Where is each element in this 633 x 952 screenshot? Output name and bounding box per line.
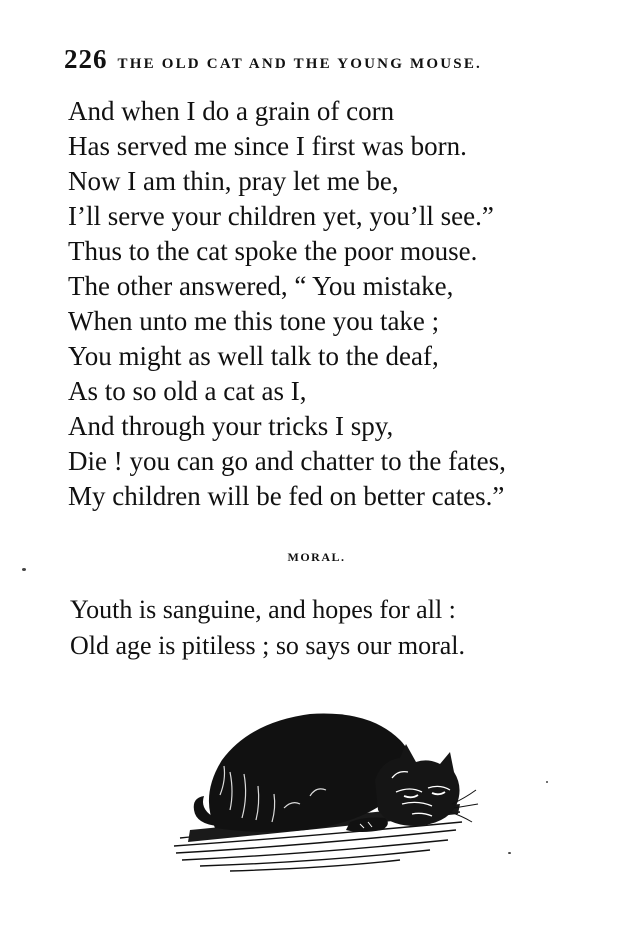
- running-head: [64, 44, 482, 75]
- poem-line: As to so old a cat as I,: [68, 376, 307, 406]
- poem-line: And through your tricks I spy,: [68, 411, 394, 441]
- poem-line: When unto me this tone you take ;: [68, 306, 440, 336]
- moral-text: [70, 592, 465, 664]
- print-speck: [546, 781, 548, 783]
- moral-heading: MORAL.: [287, 550, 346, 564]
- print-speck: [508, 852, 511, 854]
- poem-line: Has served me since I first was born.: [68, 131, 467, 161]
- poem-line: My children will be fed on better cates.”: [68, 481, 505, 511]
- poem-line: You might as well talk to the deaf,: [68, 341, 439, 371]
- sleeping-cat-engraving-icon: [160, 700, 480, 875]
- running-title: THE OLD CAT AND THE YOUNG MOUSE.: [117, 56, 482, 72]
- poem-line: I’ll serve your children yet, you’ll see.”: [68, 201, 494, 231]
- moral-line: Youth is sanguine, and hopes for all :: [70, 595, 456, 624]
- poem-line: Now I am thin, pray let me be,: [68, 166, 399, 196]
- page-number: 226: [64, 44, 108, 74]
- poem-line: The other answered, “ You mistake,: [68, 271, 454, 301]
- print-speck: [22, 568, 26, 571]
- poem-stanza: [68, 94, 506, 514]
- poem-line: And when I do a grain of corn: [68, 96, 395, 126]
- moral-line: Old age is pitiless ; so says our moral.: [70, 631, 466, 660]
- poem-line: Thus to the cat spoke the poor mouse.: [68, 236, 478, 266]
- poem-line: Die ! you can go and chatter to the fates,: [68, 446, 506, 476]
